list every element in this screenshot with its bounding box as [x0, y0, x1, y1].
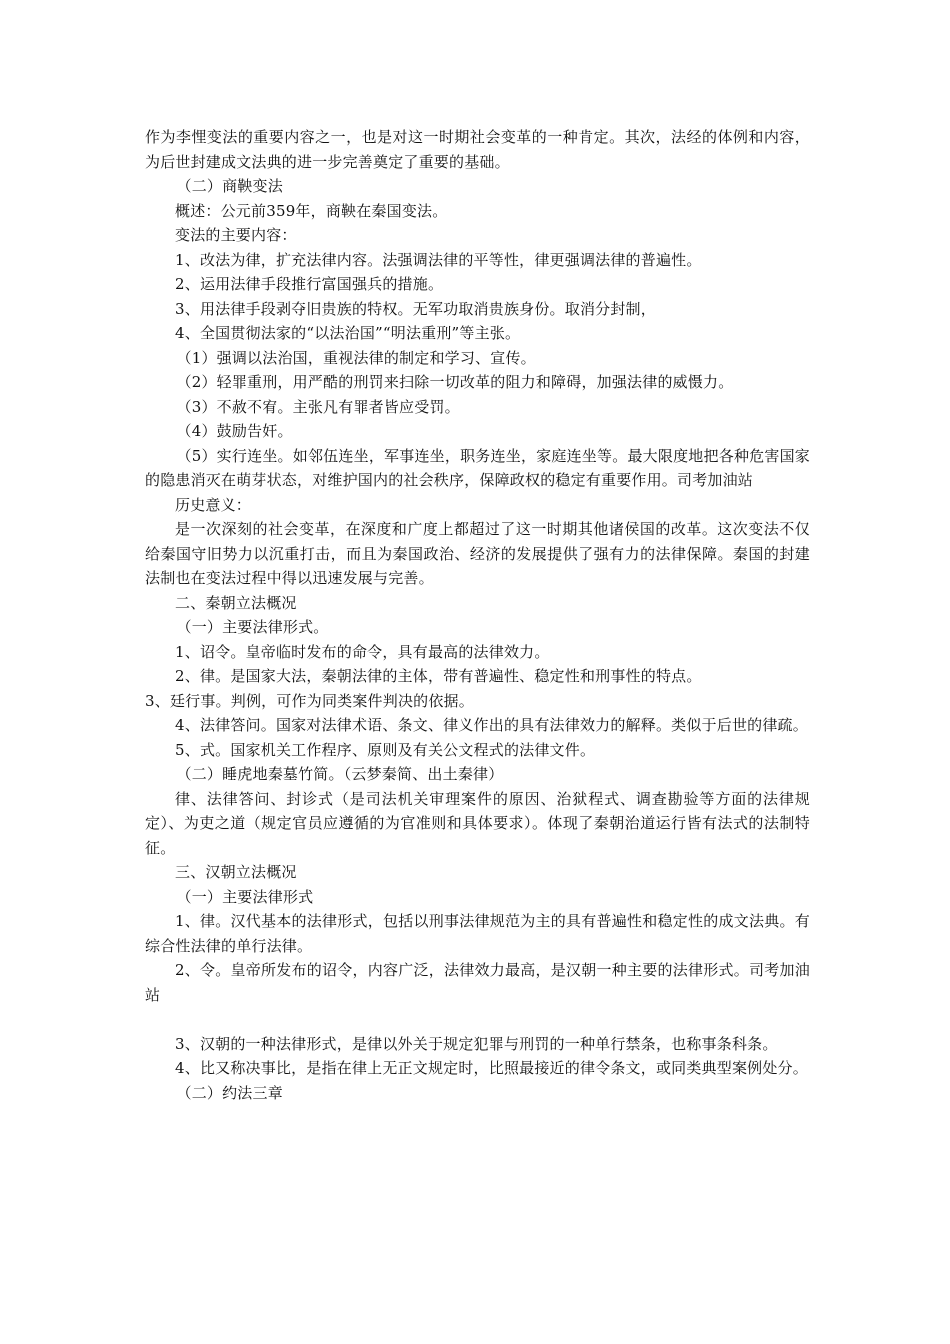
- list-item: 2、律。是国家大法，秦朝法律的主体，带有普遍性、稳定性和刑事性的特点。: [175, 667, 702, 685]
- paragraph: 作为李悝变法的重要内容之一，也是对这一时期社会变革的一种肯定。其次，法经的体例和内容，为后世封建成文法典的进一步完善奠定了重要的基础。: [145, 128, 810, 171]
- list-item: 2、令。皇帝所发布的诏令，内容广泛，法律效力最高，是汉朝一种主要的法律形式。司考加油站: [145, 961, 810, 1004]
- list-item: 3、廷行事。判例，可作为同类案件判决的依据。: [145, 691, 474, 710]
- paragraph: 概述：公元前359年，商鞅在秦国变法。: [175, 201, 448, 220]
- paragraph: 变法的主要内容：: [175, 226, 297, 244]
- document-body: [145, 125, 810, 1105]
- paragraph: 是一次深刻的社会变革，在深度和广度上都超过了这一时期其他诸侯国的改革。这次变法不仅给秦国守旧势力以沉重打击，而且为秦国政治、经济的发展提供了强有力的法律保障。秦国的封建法制也在变法过程中得以迅速发展与完善。: [145, 520, 810, 587]
- list-item: 3、汉朝的一种法律形式，是律以外关于规定犯罪与刑罚的一种单行禁条，也称事条科条。: [175, 1034, 778, 1053]
- section-heading: （一）主要法律形式。: [176, 618, 329, 636]
- list-item: 2、运用法律手段推行富国强兵的措施。: [175, 275, 444, 293]
- list-item: 3、用法律手段剥夺旧贵族的特权。无军功取消贵族身份。取消分封制，: [175, 299, 656, 318]
- list-item: 1、律。汉代基本的法律形式，包括以刑事法律规范为主的具有普遍性和稳定性的成文法典。有综合性法律的单行法律。: [145, 912, 810, 955]
- list-item: （3）不赦不宥。主张凡有罪者皆应受罚。: [176, 397, 460, 416]
- list-item: 5、式。国家机关工作程序、原则及有关公文程式的法律文件。: [175, 740, 596, 759]
- paragraph: 律、法律答问、封诊式（是司法机关审理案件的原因、治狱程式、调查勘验等方面的法律规定）、为吏之道（规定官员应遵循的为官准则和具体要求）。体现了秦朝治道运行皆有法式的法制特征。: [145, 789, 810, 857]
- section-heading: （二）睡虎地秦墓竹简。（云梦秦简、出土秦律）: [176, 765, 504, 783]
- section-heading: （二）约法三章: [176, 1083, 283, 1102]
- section-heading: 三、汉朝立法概况: [175, 863, 297, 881]
- list-item: （4）鼓励告奸。: [176, 422, 293, 440]
- section-heading: （二）商鞅变法: [176, 177, 283, 195]
- list-item: 4、比又称决事比，是指在律上无正文规定时，比照最接近的律令条文，或同类典型案例处分。: [175, 1059, 808, 1077]
- blank-line: [145, 1007, 810, 1032]
- section-heading: （一）主要法律形式: [176, 887, 314, 906]
- list-item: （2）轻罪重刑，用严酷的刑罚来扫除一切改革的阻力和障碍，加强法律的威慑力。: [176, 373, 734, 391]
- section-heading: 二、秦朝立法概况: [175, 593, 297, 612]
- list-item: 4、全国贯彻法家的“以法治国”“明法重刑”等主张。: [175, 324, 521, 342]
- list-item: （5）实行连坐。如邻伍连坐，军事连坐，职务连坐，家庭连坐等。最大限度地把各种危害国家的隐患消灭在萌芽状态，对维护国内的社会秩序，保障政权的稳定有重要作用。司考加油站: [145, 446, 810, 489]
- list-item: 4、法律答问。国家对法律术语、条文、律义作出的具有法律效力的解释。类似于后世的律疏。: [175, 716, 808, 734]
- list-item: 1、诏令。皇帝临时发布的命令，具有最高的法律效力。: [175, 642, 550, 661]
- list-item: （1）强调以法治国，重视法律的制定和学习、宣传。: [176, 348, 536, 367]
- paragraph: 历史意义：: [175, 495, 252, 514]
- list-item: 1、改法为律，扩充法律内容。法强调法律的平等性，律更强调法律的普遍性。: [175, 250, 702, 269]
